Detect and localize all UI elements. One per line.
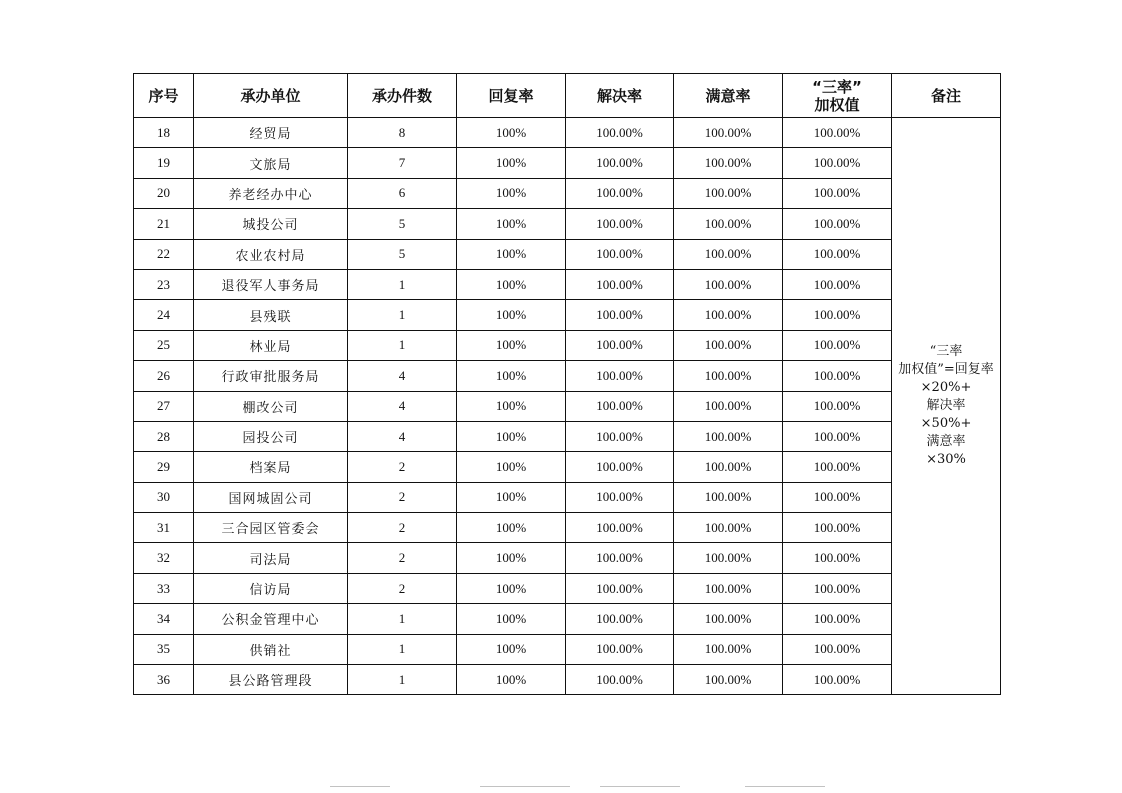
cell-unit: 县公路管理段 xyxy=(194,665,348,695)
cell-count: 2 xyxy=(348,543,457,573)
cell-unit: 供销社 xyxy=(194,634,348,664)
cell-count: 4 xyxy=(348,361,457,391)
cell-unit: 三合园区管委会 xyxy=(194,513,348,543)
cell-unit: 城投公司 xyxy=(194,209,348,239)
cell-weighted: 100.00% xyxy=(783,118,892,148)
cell-weighted: 100.00% xyxy=(783,209,892,239)
cell-count: 4 xyxy=(348,391,457,421)
table-row xyxy=(134,391,1001,421)
cell-unit: 司法局 xyxy=(194,543,348,573)
table-row xyxy=(134,482,1001,512)
remark-cell xyxy=(892,118,1001,695)
cell-weighted: 100.00% xyxy=(783,452,892,482)
cell-satisfaction-rate: 100.00% xyxy=(674,543,783,573)
cell-reply-rate: 100% xyxy=(457,148,566,178)
cell-index: 32 xyxy=(134,543,194,573)
cell-satisfaction-rate: 100.00% xyxy=(674,391,783,421)
cell-weighted: 100.00% xyxy=(783,239,892,269)
cell-index: 31 xyxy=(134,513,194,543)
cell-reply-rate: 100% xyxy=(457,513,566,543)
cell-satisfaction-rate: 100.00% xyxy=(674,300,783,330)
cell-resolve-rate: 100.00% xyxy=(566,330,674,360)
header-unit: 承办单位 xyxy=(194,74,348,118)
cell-index: 34 xyxy=(134,604,194,634)
cell-unit: 公积金管理中心 xyxy=(194,604,348,634)
cell-resolve-rate: 100.00% xyxy=(566,209,674,239)
cell-satisfaction-rate: 100.00% xyxy=(674,421,783,451)
cell-resolve-rate: 100.00% xyxy=(566,148,674,178)
cell-resolve-rate: 100.00% xyxy=(566,634,674,664)
cell-weighted: 100.00% xyxy=(783,330,892,360)
cell-satisfaction-rate: 100.00% xyxy=(674,209,783,239)
scan-artifact xyxy=(745,786,825,787)
cell-resolve-rate: 100.00% xyxy=(566,361,674,391)
cell-reply-rate: 100% xyxy=(457,178,566,208)
cell-weighted: 100.00% xyxy=(783,573,892,603)
header-row xyxy=(134,74,1001,118)
remark-line: 加权值”=回复率 xyxy=(898,362,994,378)
table-row xyxy=(134,513,1001,543)
cell-count: 1 xyxy=(348,634,457,664)
cell-index: 26 xyxy=(134,361,194,391)
cell-weighted: 100.00% xyxy=(783,300,892,330)
cell-resolve-rate: 100.00% xyxy=(566,604,674,634)
cell-reply-rate: 100% xyxy=(457,604,566,634)
header-weighted xyxy=(783,74,892,118)
scan-artifact xyxy=(480,786,570,787)
header-weighted-line2: 加权值 xyxy=(814,95,860,114)
cell-unit: 行政审批服务局 xyxy=(194,361,348,391)
performance-table xyxy=(133,73,1001,695)
cell-count: 2 xyxy=(348,482,457,512)
table-row xyxy=(134,239,1001,269)
cell-resolve-rate: 100.00% xyxy=(566,118,674,148)
cell-reply-rate: 100% xyxy=(457,239,566,269)
header-reply-rate: 回复率 xyxy=(457,74,566,118)
cell-reply-rate: 100% xyxy=(457,421,566,451)
cell-unit: 农业农村局 xyxy=(194,239,348,269)
remark-line: 解决率 xyxy=(926,398,966,414)
cell-resolve-rate: 100.00% xyxy=(566,482,674,512)
table-row xyxy=(134,452,1001,482)
cell-index: 24 xyxy=(134,300,194,330)
cell-reply-rate: 100% xyxy=(457,118,566,148)
cell-index: 20 xyxy=(134,178,194,208)
cell-index: 23 xyxy=(134,269,194,299)
cell-reply-rate: 100% xyxy=(457,482,566,512)
table-row xyxy=(134,604,1001,634)
cell-weighted: 100.00% xyxy=(783,178,892,208)
cell-count: 1 xyxy=(348,269,457,299)
remark-line: ×50%+ xyxy=(920,416,972,432)
table-row xyxy=(134,209,1001,239)
cell-count: 7 xyxy=(348,148,457,178)
cell-count: 8 xyxy=(348,118,457,148)
remark-line: ×30% xyxy=(926,452,966,468)
table-row xyxy=(134,361,1001,391)
header-count: 承办件数 xyxy=(348,74,457,118)
cell-weighted: 100.00% xyxy=(783,482,892,512)
cell-weighted: 100.00% xyxy=(783,361,892,391)
cell-resolve-rate: 100.00% xyxy=(566,513,674,543)
table-row xyxy=(134,543,1001,573)
header-weighted-line1: “三率” xyxy=(812,77,862,96)
cell-satisfaction-rate: 100.00% xyxy=(674,118,783,148)
cell-satisfaction-rate: 100.00% xyxy=(674,513,783,543)
cell-reply-rate: 100% xyxy=(457,269,566,299)
cell-resolve-rate: 100.00% xyxy=(566,269,674,299)
scan-artifact xyxy=(600,786,680,787)
table-row xyxy=(134,665,1001,695)
cell-weighted: 100.00% xyxy=(783,604,892,634)
cell-index: 22 xyxy=(134,239,194,269)
cell-unit: 林业局 xyxy=(194,330,348,360)
cell-resolve-rate: 100.00% xyxy=(566,178,674,208)
cell-index: 35 xyxy=(134,634,194,664)
cell-satisfaction-rate: 100.00% xyxy=(674,452,783,482)
header-resolve-rate: 解决率 xyxy=(566,74,674,118)
cell-unit: 文旅局 xyxy=(194,148,348,178)
cell-unit: 信访局 xyxy=(194,573,348,603)
cell-reply-rate: 100% xyxy=(457,391,566,421)
cell-satisfaction-rate: 100.00% xyxy=(674,361,783,391)
cell-count: 1 xyxy=(348,300,457,330)
cell-count: 2 xyxy=(348,573,457,603)
cell-reply-rate: 100% xyxy=(457,361,566,391)
cell-weighted: 100.00% xyxy=(783,421,892,451)
cell-index: 27 xyxy=(134,391,194,421)
cell-reply-rate: 100% xyxy=(457,452,566,482)
cell-unit: 县残联 xyxy=(194,300,348,330)
cell-count: 6 xyxy=(348,178,457,208)
cell-satisfaction-rate: 100.00% xyxy=(674,482,783,512)
remark-line: 满意率 xyxy=(926,434,966,450)
table-body xyxy=(134,118,1001,695)
cell-weighted: 100.00% xyxy=(783,665,892,695)
cell-weighted: 100.00% xyxy=(783,543,892,573)
cell-index: 21 xyxy=(134,209,194,239)
cell-unit: 养老经办中心 xyxy=(194,178,348,208)
cell-unit: 退役军人事务局 xyxy=(194,269,348,299)
cell-reply-rate: 100% xyxy=(457,330,566,360)
cell-satisfaction-rate: 100.00% xyxy=(674,330,783,360)
cell-unit: 园投公司 xyxy=(194,421,348,451)
table-row xyxy=(134,269,1001,299)
cell-index: 36 xyxy=(134,665,194,695)
header-satisfaction-rate: 满意率 xyxy=(674,74,783,118)
cell-satisfaction-rate: 100.00% xyxy=(674,634,783,664)
cell-count: 1 xyxy=(348,330,457,360)
cell-satisfaction-rate: 100.00% xyxy=(674,269,783,299)
cell-reply-rate: 100% xyxy=(457,573,566,603)
cell-index: 29 xyxy=(134,452,194,482)
cell-index: 18 xyxy=(134,118,194,148)
table-row xyxy=(134,330,1001,360)
header-index: 序号 xyxy=(134,74,194,118)
remark-line: ×20%+ xyxy=(920,380,972,396)
cell-unit: 棚改公司 xyxy=(194,391,348,421)
cell-unit: 经贸局 xyxy=(194,118,348,148)
cell-resolve-rate: 100.00% xyxy=(566,543,674,573)
cell-resolve-rate: 100.00% xyxy=(566,665,674,695)
cell-satisfaction-rate: 100.00% xyxy=(674,665,783,695)
cell-resolve-rate: 100.00% xyxy=(566,391,674,421)
cell-reply-rate: 100% xyxy=(457,300,566,330)
cell-reply-rate: 100% xyxy=(457,209,566,239)
cell-resolve-rate: 100.00% xyxy=(566,452,674,482)
cell-index: 33 xyxy=(134,573,194,603)
cell-unit: 国网城固公司 xyxy=(194,482,348,512)
table-row xyxy=(134,634,1001,664)
cell-unit: 档案局 xyxy=(194,452,348,482)
cell-satisfaction-rate: 100.00% xyxy=(674,239,783,269)
cell-count: 1 xyxy=(348,604,457,634)
cell-weighted: 100.00% xyxy=(783,391,892,421)
cell-reply-rate: 100% xyxy=(457,543,566,573)
cell-satisfaction-rate: 100.00% xyxy=(674,148,783,178)
header-remark: 备注 xyxy=(892,74,1001,118)
cell-count: 2 xyxy=(348,513,457,543)
table-row xyxy=(134,118,1001,148)
cell-weighted: 100.00% xyxy=(783,148,892,178)
cell-index: 28 xyxy=(134,421,194,451)
cell-resolve-rate: 100.00% xyxy=(566,239,674,269)
scan-artifact xyxy=(330,786,390,787)
cell-index: 30 xyxy=(134,482,194,512)
cell-weighted: 100.00% xyxy=(783,634,892,664)
table-row xyxy=(134,300,1001,330)
cell-count: 1 xyxy=(348,665,457,695)
table-row xyxy=(134,178,1001,208)
cell-count: 5 xyxy=(348,239,457,269)
table-row xyxy=(134,421,1001,451)
remark-line: “三率 xyxy=(929,344,963,360)
cell-count: 2 xyxy=(348,452,457,482)
cell-index: 19 xyxy=(134,148,194,178)
cell-satisfaction-rate: 100.00% xyxy=(674,573,783,603)
cell-satisfaction-rate: 100.00% xyxy=(674,604,783,634)
cell-reply-rate: 100% xyxy=(457,634,566,664)
cell-count: 4 xyxy=(348,421,457,451)
cell-reply-rate: 100% xyxy=(457,665,566,695)
cell-count: 5 xyxy=(348,209,457,239)
cell-resolve-rate: 100.00% xyxy=(566,573,674,603)
cell-weighted: 100.00% xyxy=(783,269,892,299)
table-row xyxy=(134,148,1001,178)
cell-index: 25 xyxy=(134,330,194,360)
cell-resolve-rate: 100.00% xyxy=(566,300,674,330)
cell-weighted: 100.00% xyxy=(783,513,892,543)
cell-resolve-rate: 100.00% xyxy=(566,421,674,451)
table-row xyxy=(134,573,1001,603)
cell-satisfaction-rate: 100.00% xyxy=(674,178,783,208)
